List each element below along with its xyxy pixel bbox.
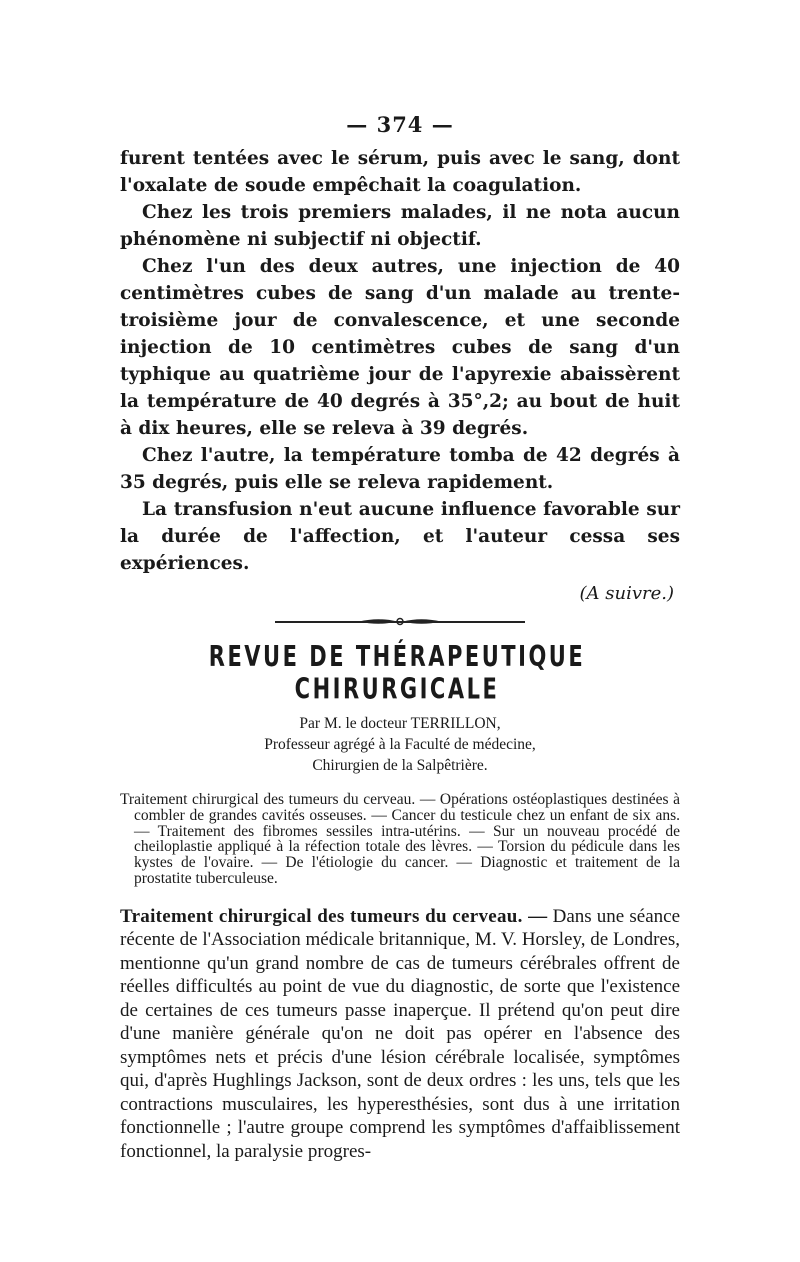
section-title: REVUE DE THÉRAPEUTIQUE CHIRURGICALE (208, 640, 586, 706)
paragraph-continuation: furent tentées avec le sérum, puis avec le sang, dont l'oxalate de soude empêchait la coagulation. (120, 148, 680, 196)
article-body (120, 905, 680, 1164)
document-page (120, 112, 680, 1163)
divider-ornament-icon (357, 616, 443, 627)
paragraph-first-three-patients: Chez les trois premiers malades, il ne nota aucun phénomène ni subjectif ni objectif. (120, 202, 680, 250)
to-be-continued-note: (A suivre.) (579, 583, 674, 604)
byline-author: Par M. le docteur TERRILLON, (299, 715, 501, 732)
paragraph-two-other-patients: Chez l'un des deux autres, une injection de 40 centimètres cubes de sang d'un malade au trente-troisième jour de convalescence, et une seconde injection de 10 centimètres cubes de sang d'un typhique au quatrième jour de l'apyrexie abaissèrent la température de 40 degrés à 35°,2; au bout de huit à dix heures, elle se releva à 39 degrés. (120, 256, 680, 439)
byline-position: Professeur agrégé à la Faculté de médecine, (264, 736, 536, 753)
paragraph-transfusion-conclusion: La transfusion n'eut aucune influence favorable sur la durée de l'affection, et l'auteur cessa ses expériences. (120, 499, 680, 574)
article-text: Dans une séance récente de l'Association médicale britannique, M. V. Horsley, de Londres, mentionne qu'un grand nombre de cas de tumeurs cérébrales offrent de réelles difficultés au point de vue du diagnostic, de sorte que l'existence de certaines de ces tumeurs passe inaperçue. Il prétend qu'on peut dire d'une manière générale qu'on ne doit pas opérer en l'absence des symptômes nets et précis d'une lésion cérébrale localisée, symptômes qui, d'après Hughlings Jackson, sont de deux ordres : les uns, tels que les contractions musculaires, les hyperesthésies, sont dus à une irritation fonctionnelle ; l'autre groupe comprend les symptômes d'affaiblissement fonctionnel, la paralysie progres- (120, 905, 680, 1162)
section-summary: Traitement chirurgical des tumeurs du cerveau. — Opérations ostéoplastiques destinées à combler de grandes cavités osseuses. — Cancer du testicule chez un enfant de six ans. — Traitement des fibromes sessiles intra-utérins. — Sur un nouveau procédé de cheiloplastie appliqué à la réfection totale des lèvres. — Torsion du pédicule dans les kystes de l'ovaire. — De l'étiologie du cancer. — Diagnostic et traitement de la prostatite tuberculeuse. (120, 791, 680, 887)
article-heading: Traitement chirurgical des tumeurs du cerveau. — (120, 905, 548, 927)
byline-affiliation: Chirurgien de la Salpêtrière. (312, 757, 488, 774)
paragraph-other-patient: Chez l'autre, la température tomba de 42 degrés à 35 degrés, puis elle se releva rapidement. (120, 445, 680, 493)
page-number: — 374 — (346, 112, 454, 137)
section-divider (275, 621, 525, 623)
